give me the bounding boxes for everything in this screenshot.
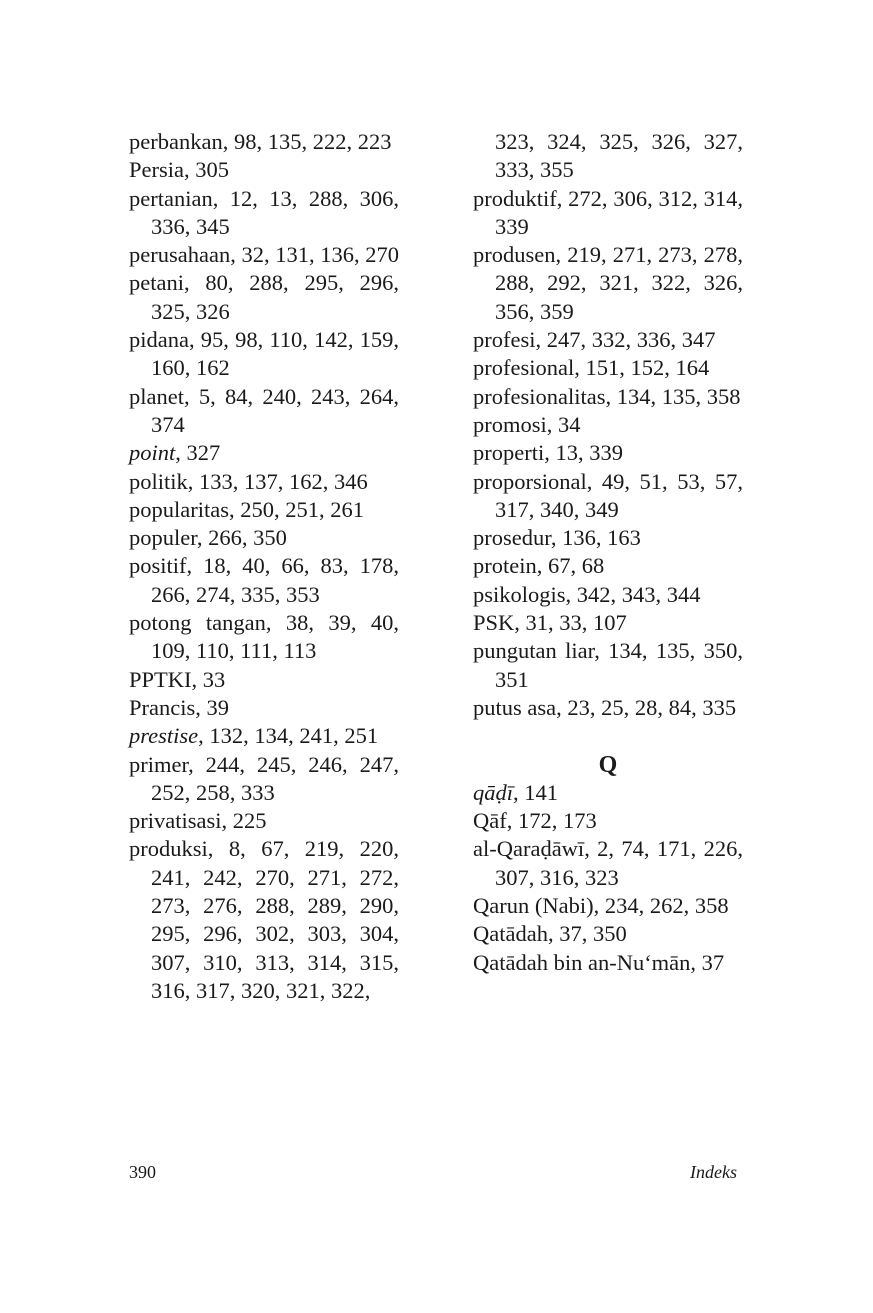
index-pages: , 39 [195, 694, 229, 720]
index-pages: , 225 [221, 808, 267, 834]
page-number: 390 [129, 1162, 156, 1182]
index-pages: , 32, 131, 136, 270 [230, 242, 399, 268]
index-term: profesional [473, 355, 575, 381]
index-pages: , 327 [175, 440, 221, 466]
index-term: point [129, 440, 176, 466]
index-term: protein [473, 553, 537, 579]
index-entry [129, 552, 399, 609]
index-entry [129, 524, 399, 552]
index-term: primer [129, 751, 189, 777]
index-pages: , 136, 163 [550, 525, 641, 551]
index-entry [473, 949, 743, 977]
index-entry [129, 807, 399, 835]
index-pages: , 247, 332, 336, 347 [535, 327, 716, 353]
index-term: positif [129, 553, 187, 579]
index-term: profesionalitas [473, 383, 606, 409]
index-entry [473, 524, 743, 552]
index-pages: , 37, 350 [547, 921, 627, 947]
index-term: prestise [129, 723, 199, 749]
index-entry [473, 552, 743, 580]
index-term: potong tangan [129, 610, 266, 636]
index-entry [129, 326, 399, 383]
index-term: perbankan [129, 129, 223, 154]
index-pages: , 134, 135, 350, 351 [495, 638, 744, 692]
index-term: petani [129, 270, 184, 296]
index-term: privatisasi [129, 808, 222, 834]
index-pages: , 219, 271, 273, 278, 288, 292, 321, 322, 326, 356, 359 [495, 242, 743, 324]
index-entry [473, 892, 743, 920]
index-term: perusahaan [129, 242, 231, 268]
index-term: produsen [473, 242, 556, 268]
index-entry [129, 722, 399, 750]
index-term: proporsional [473, 468, 587, 494]
index-entry [129, 128, 399, 156]
index-entry [129, 468, 399, 496]
index-term: populer [129, 525, 197, 551]
index-term: pidana [129, 327, 189, 353]
index-pages: , 266, 350 [196, 525, 287, 551]
index-term: produksi [129, 836, 208, 862]
index-entry [473, 779, 743, 807]
index-term: Qāf [473, 808, 507, 834]
index-entry [473, 185, 743, 242]
index-entry [473, 807, 743, 835]
index-pages: , 172, 173 [506, 808, 597, 834]
index-entry [473, 326, 743, 354]
index-entry [129, 156, 399, 184]
index-entry [129, 383, 399, 440]
index-term: promosi [473, 411, 547, 437]
index-entry [473, 468, 743, 525]
index-pages: , 34 [546, 411, 581, 437]
index-term: al-Qaraḍāwī [473, 836, 585, 862]
index-entry [473, 637, 743, 694]
index-entry [129, 609, 399, 666]
index-pages: , 31, 33, 107 [514, 610, 627, 636]
index-pages: , 98, 135, 222, 223 [222, 129, 392, 154]
index-entry [129, 666, 399, 694]
index-term: qāḍī [473, 779, 514, 805]
index-term: Persia [129, 157, 184, 183]
section-heading: Q [598, 751, 618, 778]
index-term: properti [473, 440, 545, 466]
index-entry [129, 269, 399, 326]
index-term: psikologis [473, 581, 566, 607]
index-pages: , 13, 339 [544, 440, 623, 466]
index-pages: , 33 [191, 666, 226, 692]
index-term: popularitas [129, 496, 229, 522]
running-head: Indeks [690, 1162, 737, 1182]
index-pages: , 5, 84, 240, 243, 264, 374 [151, 383, 399, 437]
index-term: pertanian [129, 185, 213, 211]
index-pages: , 244, 245, 246, 247, 252, 258, 333 [151, 751, 399, 805]
index-term: Qarun (Nabi) [473, 893, 594, 919]
index-entry [129, 439, 399, 467]
index-term: planet [129, 383, 184, 409]
index-entry [473, 439, 743, 467]
index-pages: , 37 [690, 949, 725, 975]
index-entry [473, 694, 743, 722]
index-pages: , 2, 74, 171, 226, 307, 316, 323 [495, 836, 743, 890]
index-entry [129, 694, 399, 722]
index-pages: , 342, 343, 344 [565, 581, 701, 607]
index-term: Prancis [129, 694, 196, 720]
index-term: produktif [473, 185, 557, 211]
index-column-left [129, 128, 399, 1005]
index-entry [129, 185, 399, 242]
index-entry [473, 241, 743, 326]
index-entry [473, 609, 743, 637]
index-pages: , 49, 51, 53, 57, 317, 340, 349 [495, 468, 743, 522]
index-pages: , 133, 137, 162, 346 [187, 468, 368, 494]
index-term: Qatādah [473, 921, 548, 947]
index-pages: , 250, 251, 261 [228, 496, 364, 522]
index-term: Qatādah bin an-Nu‘mān [473, 949, 691, 975]
index-pages: , 8, 67, 219, 220, 241, 242, 270, 271, 272, 273, 276, 288, 289, 290, 295, 296, 302, 303, 304, 307, 310, 313, 314, 315, 316, 317, 320, 321, 322, [151, 836, 399, 1003]
index-entry [473, 835, 743, 892]
index-term: politik [129, 468, 188, 494]
index-term: putus asa [473, 694, 557, 720]
index-pages: , 12, 13, 288, 306, 336, 345 [151, 185, 399, 239]
index-entry [129, 751, 399, 808]
index-pages: , 38, 39, 40, 109, 110, 111, 113 [151, 610, 399, 664]
index-pages: , 80, 288, 295, 296, 325, 326 [151, 270, 399, 324]
index-entry-continuation: 323, 324, 325, 326, 327, 333, 355 [495, 129, 743, 183]
index-pages: , 151, 152, 164 [574, 355, 710, 381]
index-pages: , 95, 98, 110, 142, 159, 160, 162 [151, 327, 399, 381]
index-entry [129, 496, 399, 524]
index-entry [129, 241, 399, 269]
index-pages: , 18, 40, 66, 83, 178, 266, 274, 335, 353 [151, 553, 399, 607]
index-pages: , 67, 68 [536, 553, 605, 579]
index-term: pungutan liar [473, 638, 595, 664]
index-term: PSK [473, 610, 515, 636]
index-entry [473, 411, 743, 439]
index-entry [473, 383, 743, 411]
index-pages: , 305 [184, 157, 229, 183]
index-pages: , 134, 135, 358 [605, 383, 741, 409]
index-pages: , 141 [513, 779, 559, 805]
index-term: prosedur [473, 525, 551, 551]
index-column-right [473, 128, 743, 977]
index-term: profesi [473, 327, 536, 353]
index-entry [473, 354, 743, 382]
index-entry [129, 835, 399, 1005]
index-pages: , 272, 306, 312, 314, 339 [495, 185, 743, 239]
index-entry [473, 581, 743, 609]
index-pages: , 234, 262, 358 [593, 893, 729, 919]
index-entry [473, 920, 743, 948]
index-pages: , 132, 134, 241, 251 [198, 723, 379, 749]
index-term: PPTKI [129, 666, 192, 692]
index-pages: , 23, 25, 28, 84, 335 [556, 694, 737, 720]
